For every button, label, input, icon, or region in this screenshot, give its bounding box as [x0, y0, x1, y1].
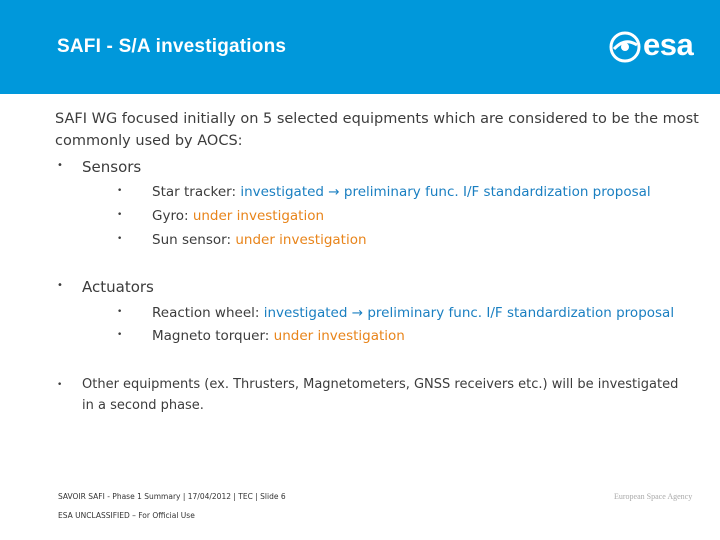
slide-title: SAFI - S/A investigations: [57, 36, 287, 57]
header-bar: [0, 0, 720, 94]
item-status: under investigation: [235, 232, 367, 248]
item-status: under investigation: [192, 208, 325, 224]
other-equipments-text: Other equipments (ex. Thrusters, Magnetometers, GNSS receivers etc.) will be investigated in a second phase.: [82, 377, 679, 413]
sub-bullet: •: [117, 210, 123, 220]
sub-bullet: •: [117, 234, 123, 244]
footer-info: SAVOIR SAFI - Phase 1 Summary | 17/04/2012 | TEC | Slide 6: [58, 492, 286, 501]
item-prefix: Star tracker:: [152, 184, 241, 200]
bullet: •: [57, 280, 63, 291]
sensors-label: Sensors: [82, 158, 142, 176]
item-prefix: Sun sensor:: [152, 232, 236, 248]
item-prefix: Magneto torquer:: [152, 328, 274, 344]
footer-agency: European Space Agency: [614, 492, 693, 501]
item-prefix: Reaction wheel:: [152, 305, 264, 321]
sub-bullet: •: [117, 186, 123, 196]
intro-text: SAFI WG focused initially on 5 selected equipments which are considered to be the most commonly used by AOCS:: [55, 111, 699, 149]
item-status: investigated → preliminary func. I/F standardization proposal: [263, 305, 675, 321]
esa-logo-text: esa: [643, 27, 694, 62]
bullet: •: [57, 160, 63, 171]
sub-bullet: •: [117, 330, 123, 340]
footer-classification: ESA UNCLASSIFIED – For Official Use: [58, 511, 195, 520]
item-prefix: Gyro:: [152, 208, 193, 224]
item-status: investigated → preliminary func. I/F standardization proposal: [240, 184, 651, 200]
bullet: •: [57, 380, 63, 390]
item-status: under investigation: [273, 328, 405, 344]
actuators-label: Actuators: [82, 278, 154, 296]
sub-bullet: •: [117, 307, 123, 317]
